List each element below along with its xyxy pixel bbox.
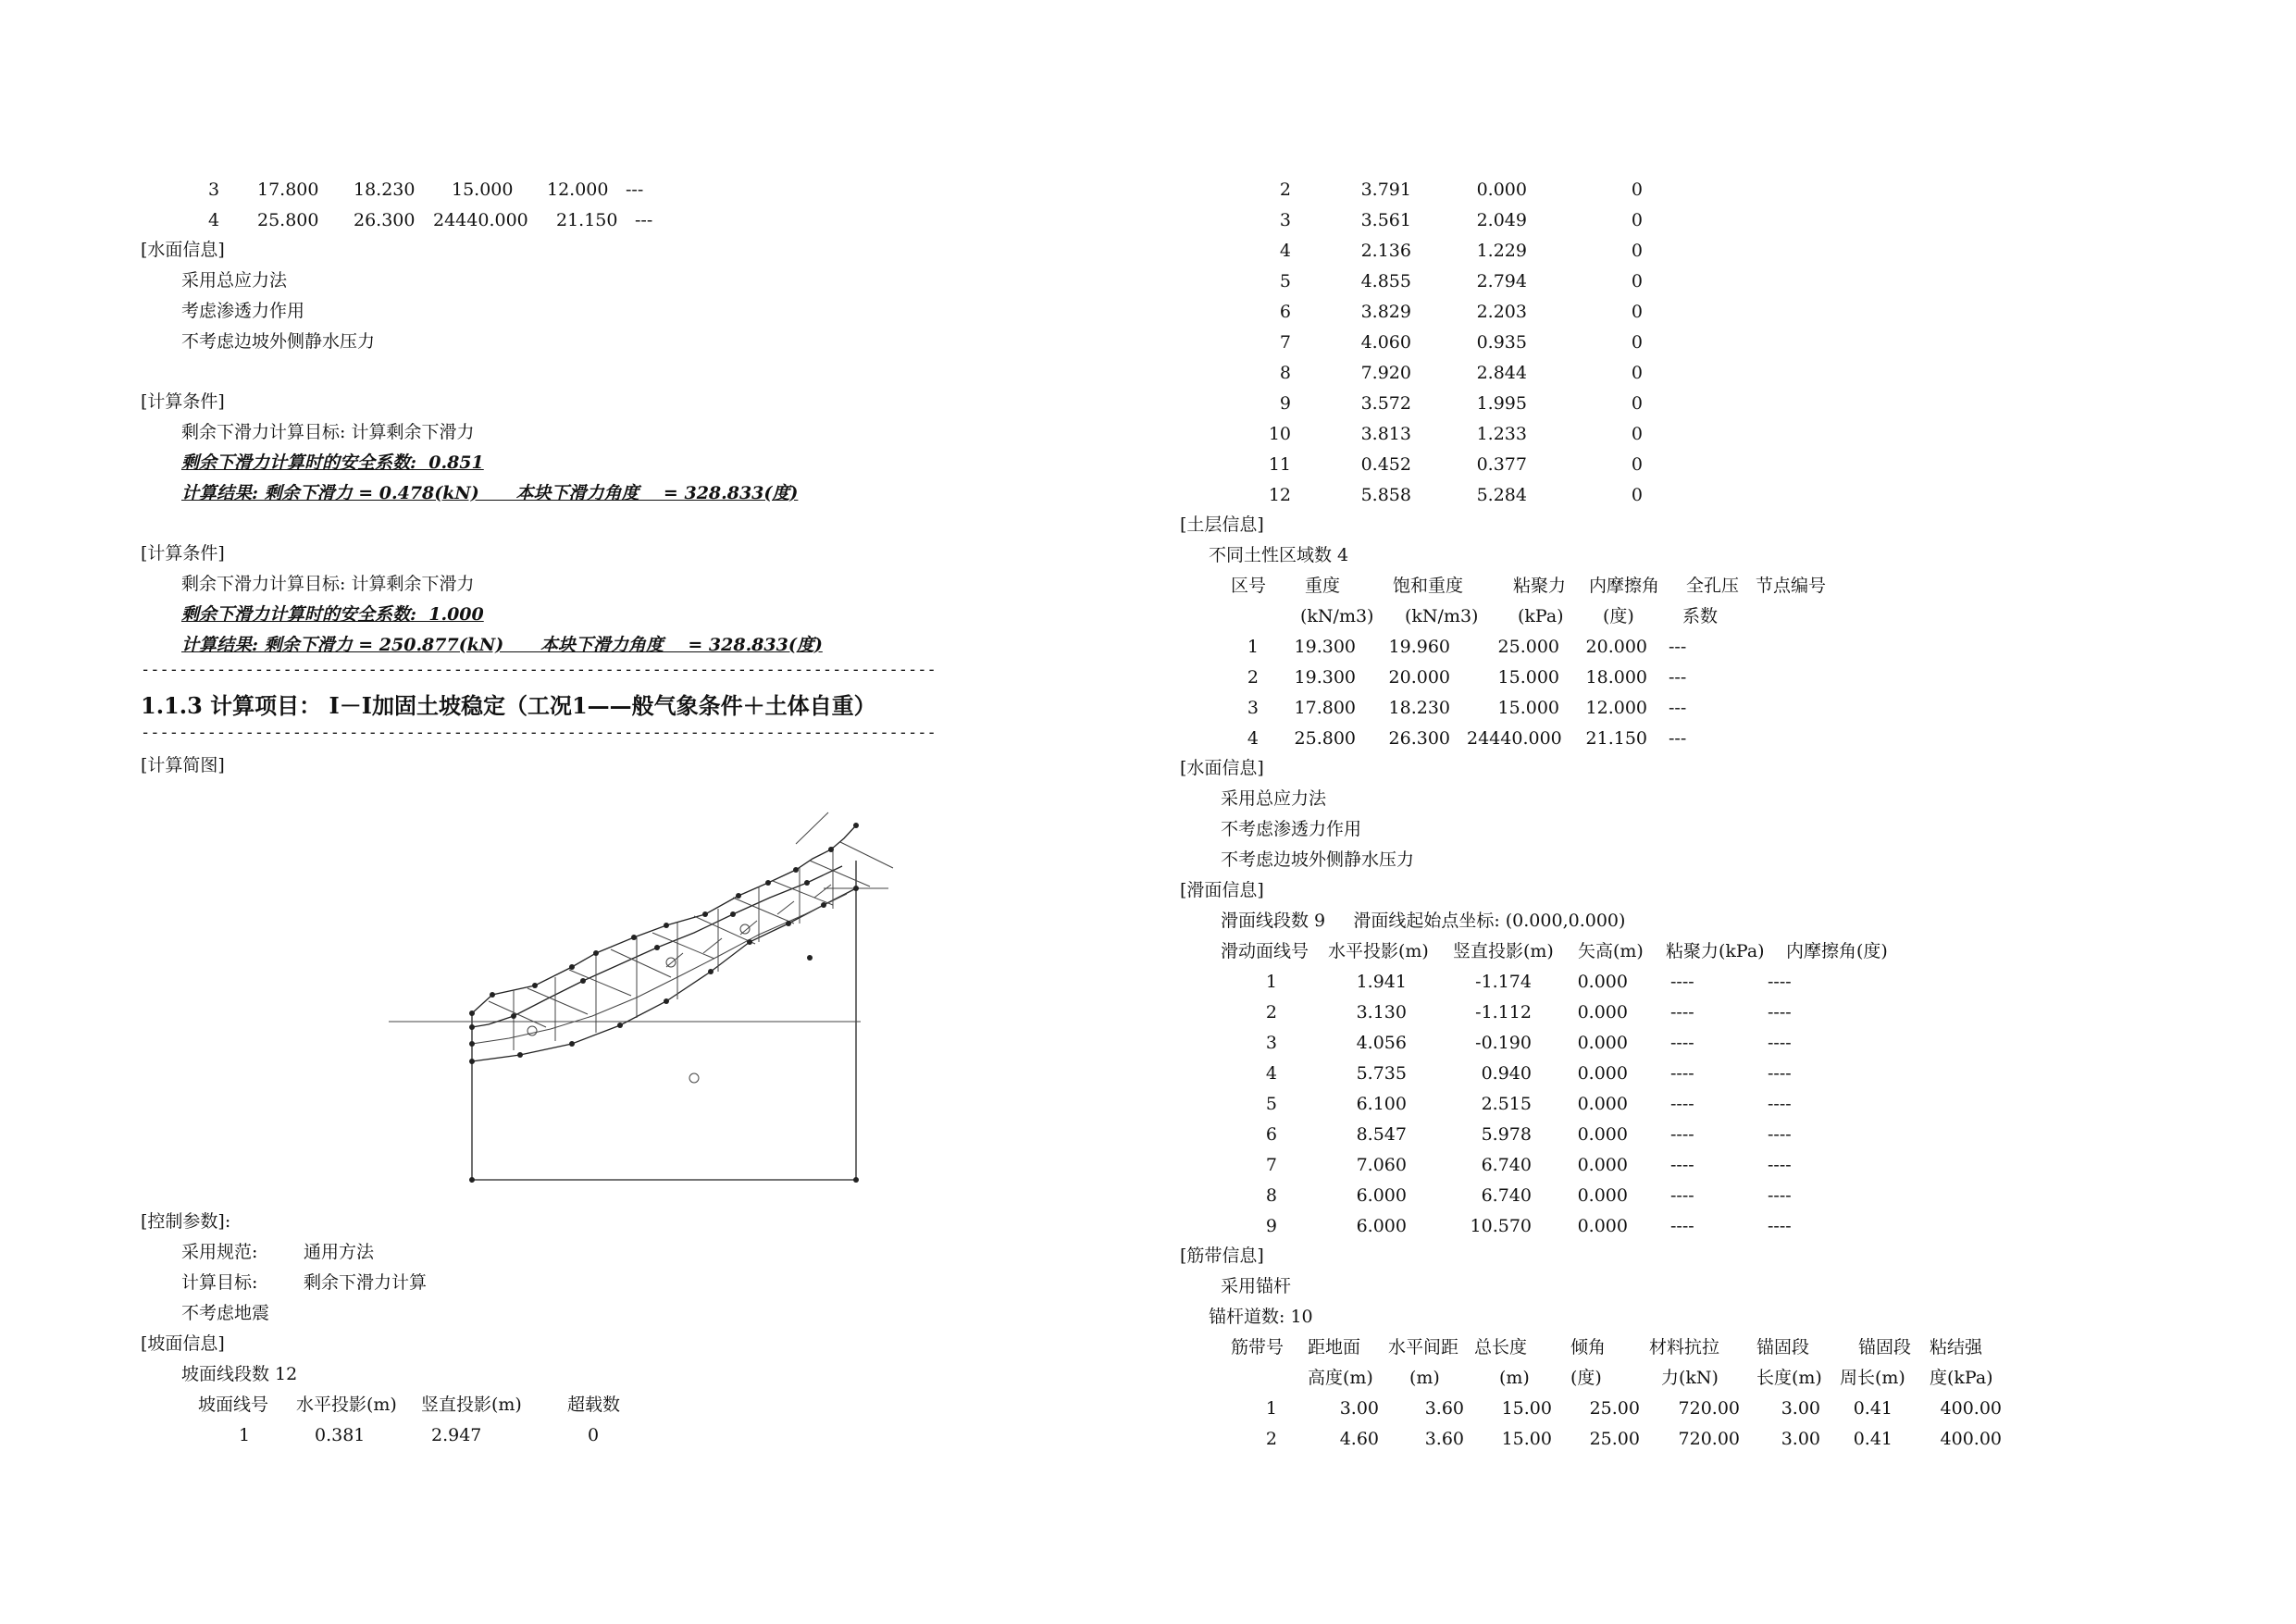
band-header-cell: 周长(m) bbox=[1840, 1368, 1905, 1388]
section-title-slope: [坡面信息] bbox=[141, 1333, 225, 1354]
cell: 0.381 bbox=[315, 1425, 366, 1445]
slip-cell: 0.000 bbox=[1577, 1185, 1628, 1206]
divider-top: ------------------------------------------------------------------------------------ bbox=[141, 661, 937, 679]
slope-row-v: 1.995 bbox=[1476, 393, 1527, 414]
section-title-slip: [滑面信息] bbox=[1180, 880, 1264, 900]
soil-header-cell: 节点编号 bbox=[1756, 576, 1827, 596]
slip-cell: 0.000 bbox=[1577, 972, 1628, 992]
band-header-cell: 总长度 bbox=[1474, 1337, 1528, 1357]
cell: 15.000 bbox=[452, 180, 514, 200]
slope-row-v: 2.203 bbox=[1476, 302, 1527, 322]
slip-cell: 7 bbox=[1265, 1155, 1277, 1175]
section-title-band: [筋带信息] bbox=[1180, 1246, 1264, 1266]
slip-cell: 1 bbox=[1265, 972, 1277, 992]
cell: 2.947 bbox=[431, 1425, 482, 1445]
band-cell: 400.00 bbox=[1940, 1429, 2002, 1449]
slip-header-cell: 矢高(m) bbox=[1578, 941, 1644, 961]
calc-1-target: 剩余下滑力计算目标: 计算剩余下滑力 bbox=[181, 422, 475, 442]
band-header-cell: 锚固段 bbox=[1756, 1337, 1810, 1357]
slope-row-no: 5 bbox=[1279, 271, 1291, 291]
soil-cell: 21.150 bbox=[1585, 728, 1647, 749]
slip-header-cell: 水平投影(m) bbox=[1328, 941, 1429, 961]
slip-header-cell: 滑动面线号 bbox=[1221, 941, 1309, 961]
band-header-cell: 长度(m) bbox=[1756, 1368, 1822, 1388]
slope-row-no: 10 bbox=[1268, 424, 1291, 444]
header-cell: 超载数 bbox=[567, 1395, 621, 1415]
slip-cell: 1.941 bbox=[1356, 972, 1407, 992]
soil-cell: 4 bbox=[1247, 728, 1259, 749]
slip-cell: 6.740 bbox=[1481, 1185, 1532, 1206]
soil-cell: 15.000 bbox=[1497, 667, 1559, 688]
slip-summary: 滑面线段数 9 滑面线起始点坐标: (0.000,0.000) bbox=[1221, 911, 1626, 931]
calc-2-target: 剩余下滑力计算目标: 计算剩余下滑力 bbox=[181, 574, 475, 594]
slip-cell: -1.174 bbox=[1475, 972, 1532, 992]
band-cell: 0.41 bbox=[1853, 1398, 1893, 1419]
slip-cell: 0.940 bbox=[1481, 1063, 1532, 1084]
soil-cell: 26.300 bbox=[1388, 728, 1450, 749]
cell: 1 bbox=[239, 1425, 251, 1445]
band-line-1: 采用锚杆 bbox=[1221, 1276, 1292, 1296]
band-header-cell: (m) bbox=[1499, 1368, 1530, 1388]
slope-row-h: 7.920 bbox=[1360, 363, 1411, 383]
slip-cell: ---- bbox=[1670, 1094, 1694, 1114]
soil-header-cell: 区号 bbox=[1231, 576, 1267, 596]
control-target-value: 剩余下滑力计算 bbox=[304, 1272, 428, 1293]
slope-row-h: 0.452 bbox=[1360, 454, 1411, 475]
band-cell: 25.00 bbox=[1589, 1429, 1640, 1449]
band-header-cell: 粘结强 bbox=[1930, 1337, 1983, 1357]
calc-1-result: 计算结果: 剩余下滑力 = 0.478(kN) 本块下滑力角度 = 328.833(度) bbox=[181, 483, 799, 503]
slip-cell: -0.190 bbox=[1475, 1033, 1532, 1053]
slope-row-h: 2.136 bbox=[1360, 241, 1411, 261]
section-title-soil: [土层信息] bbox=[1180, 514, 1264, 535]
band-header-cell: 筋带号 bbox=[1231, 1337, 1285, 1357]
slip-header-cell: 内摩擦角(度) bbox=[1786, 941, 1888, 961]
water2-line-3: 不考虑边坡外侧静水压力 bbox=[1221, 849, 1415, 870]
slip-cell: ---- bbox=[1768, 1216, 1792, 1236]
slope-row-h: 4.060 bbox=[1360, 332, 1411, 353]
slope-row-load: 0 bbox=[1631, 332, 1643, 353]
band-cell: 400.00 bbox=[1940, 1398, 2002, 1419]
band-header-cell: 锚固段 bbox=[1858, 1337, 1912, 1357]
slope-row-h: 4.855 bbox=[1360, 271, 1411, 291]
cell: 21.150 bbox=[556, 210, 618, 230]
soil-cell: 25.800 bbox=[1294, 728, 1356, 749]
cell: 12.000 bbox=[547, 180, 609, 200]
slope-row-v: 5.284 bbox=[1476, 485, 1527, 505]
slip-cell: 3 bbox=[1265, 1033, 1277, 1053]
soil-cell: --- bbox=[1669, 667, 1687, 688]
band-cell: 3.60 bbox=[1424, 1429, 1464, 1449]
slip-cell: ---- bbox=[1768, 1185, 1792, 1206]
slip-cell: ---- bbox=[1768, 1002, 1792, 1023]
slip-cell: 5.978 bbox=[1481, 1124, 1532, 1145]
slope-row-load: 0 bbox=[1631, 454, 1643, 475]
soil-count: 不同土性区域数 4 bbox=[1209, 545, 1349, 565]
slip-cell: 4 bbox=[1265, 1063, 1277, 1084]
control-target-label: 计算目标: bbox=[181, 1272, 258, 1293]
slip-cell: ---- bbox=[1768, 1033, 1792, 1053]
calc-2-result: 计算结果: 剩余下滑力 = 250.877(kN) 本块下滑力角度 = 328.833(度) bbox=[181, 635, 823, 655]
water-line-3: 不考虑边坡外侧静水压力 bbox=[181, 331, 376, 352]
slip-cell: ---- bbox=[1670, 1002, 1694, 1023]
cell: 26.300 bbox=[354, 210, 416, 230]
soil-header-cell: 系数 bbox=[1682, 606, 1719, 626]
slip-cell: ---- bbox=[1670, 1033, 1694, 1053]
soil-cell: --- bbox=[1669, 637, 1687, 657]
soil-header-cell: 重度 bbox=[1305, 576, 1341, 596]
slip-cell: 6.740 bbox=[1481, 1155, 1532, 1175]
slope-row-load: 0 bbox=[1631, 424, 1643, 444]
slip-cell: 0.000 bbox=[1577, 1002, 1628, 1023]
slope-row-v: 0.000 bbox=[1476, 180, 1527, 200]
slip-cell: ---- bbox=[1670, 1124, 1694, 1145]
band-header-cell: 度(kPa) bbox=[1930, 1368, 1993, 1388]
cell: 25.800 bbox=[257, 210, 319, 230]
slope-row-load: 0 bbox=[1631, 180, 1643, 200]
slip-cell: 5 bbox=[1265, 1094, 1277, 1114]
soil-cell: --- bbox=[1669, 698, 1687, 718]
band-cell: 1 bbox=[1265, 1398, 1277, 1419]
slip-cell: ---- bbox=[1768, 1063, 1792, 1084]
section-title-control: [控制参数]: bbox=[141, 1211, 231, 1232]
band-cell: 720.00 bbox=[1678, 1429, 1740, 1449]
slope-row-no: 8 bbox=[1279, 363, 1291, 383]
water-line-2: 考虑渗透力作用 bbox=[181, 301, 305, 321]
slope-row-v: 2.794 bbox=[1476, 271, 1527, 291]
slope-row-v: 0.377 bbox=[1476, 454, 1527, 475]
soil-header-cell: 全孔压 bbox=[1686, 576, 1740, 596]
slip-cell: 10.570 bbox=[1470, 1216, 1532, 1236]
soil-cell: 3 bbox=[1247, 698, 1259, 718]
cell: --- bbox=[626, 180, 644, 200]
slip-cell: 0.000 bbox=[1577, 1124, 1628, 1145]
cell: 17.800 bbox=[257, 180, 319, 200]
soil-cell: 19.300 bbox=[1294, 637, 1356, 657]
band-cell: 3.60 bbox=[1424, 1398, 1464, 1419]
soil-cell: 24440.000 bbox=[1467, 728, 1562, 749]
slip-cell: 8.547 bbox=[1356, 1124, 1407, 1145]
soil-header-cell: (kPa) bbox=[1518, 606, 1564, 626]
slope-row-h: 3.791 bbox=[1360, 180, 1411, 200]
slip-cell: 2.515 bbox=[1481, 1094, 1532, 1114]
slope-row-no: 4 bbox=[1279, 241, 1291, 261]
slope-row-no: 7 bbox=[1279, 332, 1291, 353]
slope-row-v: 1.229 bbox=[1476, 241, 1527, 261]
slope-row-load: 0 bbox=[1631, 241, 1643, 261]
slope-row-no: 3 bbox=[1279, 210, 1291, 230]
slip-cell: 5.735 bbox=[1356, 1063, 1407, 1084]
slope-row-no: 2 bbox=[1279, 180, 1291, 200]
water2-line-1: 采用总应力法 bbox=[1221, 788, 1327, 809]
soil-cell: 18.000 bbox=[1585, 667, 1647, 688]
slip-cell: 6.100 bbox=[1356, 1094, 1407, 1114]
soil-cell: 18.230 bbox=[1388, 698, 1450, 718]
slip-cell: 6.000 bbox=[1356, 1216, 1407, 1236]
slip-cell: 0.000 bbox=[1577, 1155, 1628, 1175]
soil-header-cell: 内摩擦角 bbox=[1589, 576, 1660, 596]
divider-bottom: ------------------------------------------------------------------------------------ bbox=[141, 724, 937, 742]
band-cell: 25.00 bbox=[1589, 1398, 1640, 1419]
slope-row-h: 3.813 bbox=[1360, 424, 1411, 444]
band-cell: 3.00 bbox=[1781, 1429, 1820, 1449]
cell: 24440.000 bbox=[433, 210, 528, 230]
slope-row-no: 11 bbox=[1268, 454, 1291, 475]
band-cell: 3.00 bbox=[1339, 1398, 1379, 1419]
slope-row-load: 0 bbox=[1631, 302, 1643, 322]
slip-cell: 0.000 bbox=[1577, 1094, 1628, 1114]
header-cell: 水平投影(m) bbox=[296, 1395, 397, 1415]
slip-cell: 0.000 bbox=[1577, 1063, 1628, 1084]
soil-cell: --- bbox=[1669, 728, 1687, 749]
soil-cell: 17.800 bbox=[1294, 698, 1356, 718]
slip-cell: 8 bbox=[1265, 1185, 1277, 1206]
band-cell: 15.00 bbox=[1501, 1398, 1552, 1419]
slip-cell: 6 bbox=[1265, 1124, 1277, 1145]
band-cell: 0.41 bbox=[1853, 1429, 1893, 1449]
slip-cell: 2 bbox=[1265, 1002, 1277, 1023]
slip-cell: 4.056 bbox=[1356, 1033, 1407, 1053]
soil-cell: 12.000 bbox=[1585, 698, 1647, 718]
slip-cell: -1.112 bbox=[1475, 1002, 1532, 1023]
slip-cell: ---- bbox=[1768, 1155, 1792, 1175]
slip-cell: 3.130 bbox=[1356, 1002, 1407, 1023]
slip-cell: ---- bbox=[1768, 1094, 1792, 1114]
slip-cell: ---- bbox=[1768, 1124, 1792, 1145]
band-header-cell: 距地面 bbox=[1308, 1337, 1361, 1357]
cell: 4 bbox=[208, 210, 220, 230]
calc-1-safety: 剩余下滑力计算时的安全系数: 0.851 bbox=[181, 452, 484, 473]
slope-count: 坡面线段数 12 bbox=[181, 1364, 298, 1384]
band-cell: 2 bbox=[1265, 1429, 1277, 1449]
soil-cell: 20.000 bbox=[1388, 667, 1450, 688]
band-cell: 4.60 bbox=[1339, 1429, 1379, 1449]
cell: --- bbox=[635, 210, 653, 230]
section-title-calc-2: [计算条件] bbox=[141, 543, 225, 564]
slope-row-h: 3.572 bbox=[1360, 393, 1411, 414]
band-header-cell: 力(kN) bbox=[1661, 1368, 1719, 1388]
band-cell: 15.00 bbox=[1501, 1429, 1552, 1449]
soil-cell: 19.960 bbox=[1388, 637, 1450, 657]
cell: 18.230 bbox=[354, 180, 416, 200]
water-line-1: 采用总应力法 bbox=[181, 270, 288, 291]
soil-header-cell: (kN/m3) bbox=[1300, 606, 1374, 626]
soil-cell: 25.000 bbox=[1497, 637, 1559, 657]
control-quake: 不考虑地震 bbox=[181, 1303, 270, 1323]
slope-diagram bbox=[389, 805, 898, 1194]
band-header-cell: (m) bbox=[1409, 1368, 1440, 1388]
cell: 0 bbox=[588, 1425, 600, 1445]
header-cell: 坡面线号 bbox=[198, 1395, 269, 1415]
slip-header-cell: 粘聚力(kPa) bbox=[1666, 941, 1765, 961]
band-header-cell: (度) bbox=[1570, 1368, 1602, 1388]
control-spec-label: 采用规范: bbox=[181, 1242, 258, 1262]
slip-cell: 9 bbox=[1265, 1216, 1277, 1236]
band-cell: 3.00 bbox=[1781, 1398, 1820, 1419]
slope-row-load: 0 bbox=[1631, 393, 1643, 414]
cell: 3 bbox=[208, 180, 220, 200]
slope-row-no: 6 bbox=[1279, 302, 1291, 322]
slip-cell: ---- bbox=[1670, 1216, 1694, 1236]
slope-row-load: 0 bbox=[1631, 210, 1643, 230]
slope-row-h: 5.858 bbox=[1360, 485, 1411, 505]
section-title-water: [水面信息] bbox=[141, 240, 225, 260]
slope-row-h: 3.829 bbox=[1360, 302, 1411, 322]
slope-row-load: 0 bbox=[1631, 271, 1643, 291]
slip-cell: ---- bbox=[1670, 972, 1694, 992]
slope-row-h: 3.561 bbox=[1360, 210, 1411, 230]
soil-header-cell: (度) bbox=[1603, 606, 1634, 626]
slip-header-cell: 竖直投影(m) bbox=[1453, 941, 1554, 961]
section-title-water-2: [水面信息] bbox=[1180, 758, 1264, 778]
section-title-calc-1: [计算条件] bbox=[141, 391, 225, 412]
slip-cell: 0.000 bbox=[1577, 1216, 1628, 1236]
section-heading: 1.1.3 计算项目： Ⅰ－Ⅰ加固土坡稳定（工况1——般气象条件＋土体自重） bbox=[141, 692, 876, 719]
soil-cell: 2 bbox=[1247, 667, 1259, 688]
slope-row-v: 2.049 bbox=[1476, 210, 1527, 230]
band-header-cell: 材料抗拉 bbox=[1649, 1337, 1720, 1357]
band-header-cell: 高度(m) bbox=[1308, 1368, 1373, 1388]
slip-cell: 6.000 bbox=[1356, 1185, 1407, 1206]
soil-cell: 20.000 bbox=[1585, 637, 1647, 657]
slope-row-no: 12 bbox=[1268, 485, 1291, 505]
slip-cell: 7.060 bbox=[1356, 1155, 1407, 1175]
slip-cell: ---- bbox=[1670, 1063, 1694, 1084]
soil-header-cell: (kN/m3) bbox=[1405, 606, 1479, 626]
slip-cell: 0.000 bbox=[1577, 1033, 1628, 1053]
band-line-2: 锚杆道数: 10 bbox=[1209, 1307, 1313, 1327]
slip-cell: ---- bbox=[1768, 972, 1792, 992]
soil-header-cell: 粘聚力 bbox=[1513, 576, 1567, 596]
slope-row-no: 9 bbox=[1279, 393, 1291, 414]
water2-line-2: 不考虑渗透力作用 bbox=[1221, 819, 1362, 839]
slope-row-v: 2.844 bbox=[1476, 363, 1527, 383]
band-header-cell: 倾角 bbox=[1570, 1337, 1607, 1357]
soil-cell: 19.300 bbox=[1294, 667, 1356, 688]
slip-cell: ---- bbox=[1670, 1155, 1694, 1175]
slope-row-v: 1.233 bbox=[1476, 424, 1527, 444]
slope-row-v: 0.935 bbox=[1476, 332, 1527, 353]
soil-cell: 1 bbox=[1247, 637, 1259, 657]
calc-2-safety: 剩余下滑力计算时的安全系数: 1.000 bbox=[181, 604, 484, 625]
section-title-diagram: [计算简图] bbox=[141, 755, 225, 775]
slip-cell: ---- bbox=[1670, 1185, 1694, 1206]
band-header-cell: 水平间距 bbox=[1388, 1337, 1459, 1357]
band-cell: 720.00 bbox=[1678, 1398, 1740, 1419]
control-spec-value: 通用方法 bbox=[304, 1242, 375, 1262]
header-cell: 竖直投影(m) bbox=[421, 1395, 522, 1415]
slope-row-load: 0 bbox=[1631, 485, 1643, 505]
soil-header-cell: 饱和重度 bbox=[1393, 576, 1464, 596]
slope-row-load: 0 bbox=[1631, 363, 1643, 383]
soil-cell: 15.000 bbox=[1497, 698, 1559, 718]
